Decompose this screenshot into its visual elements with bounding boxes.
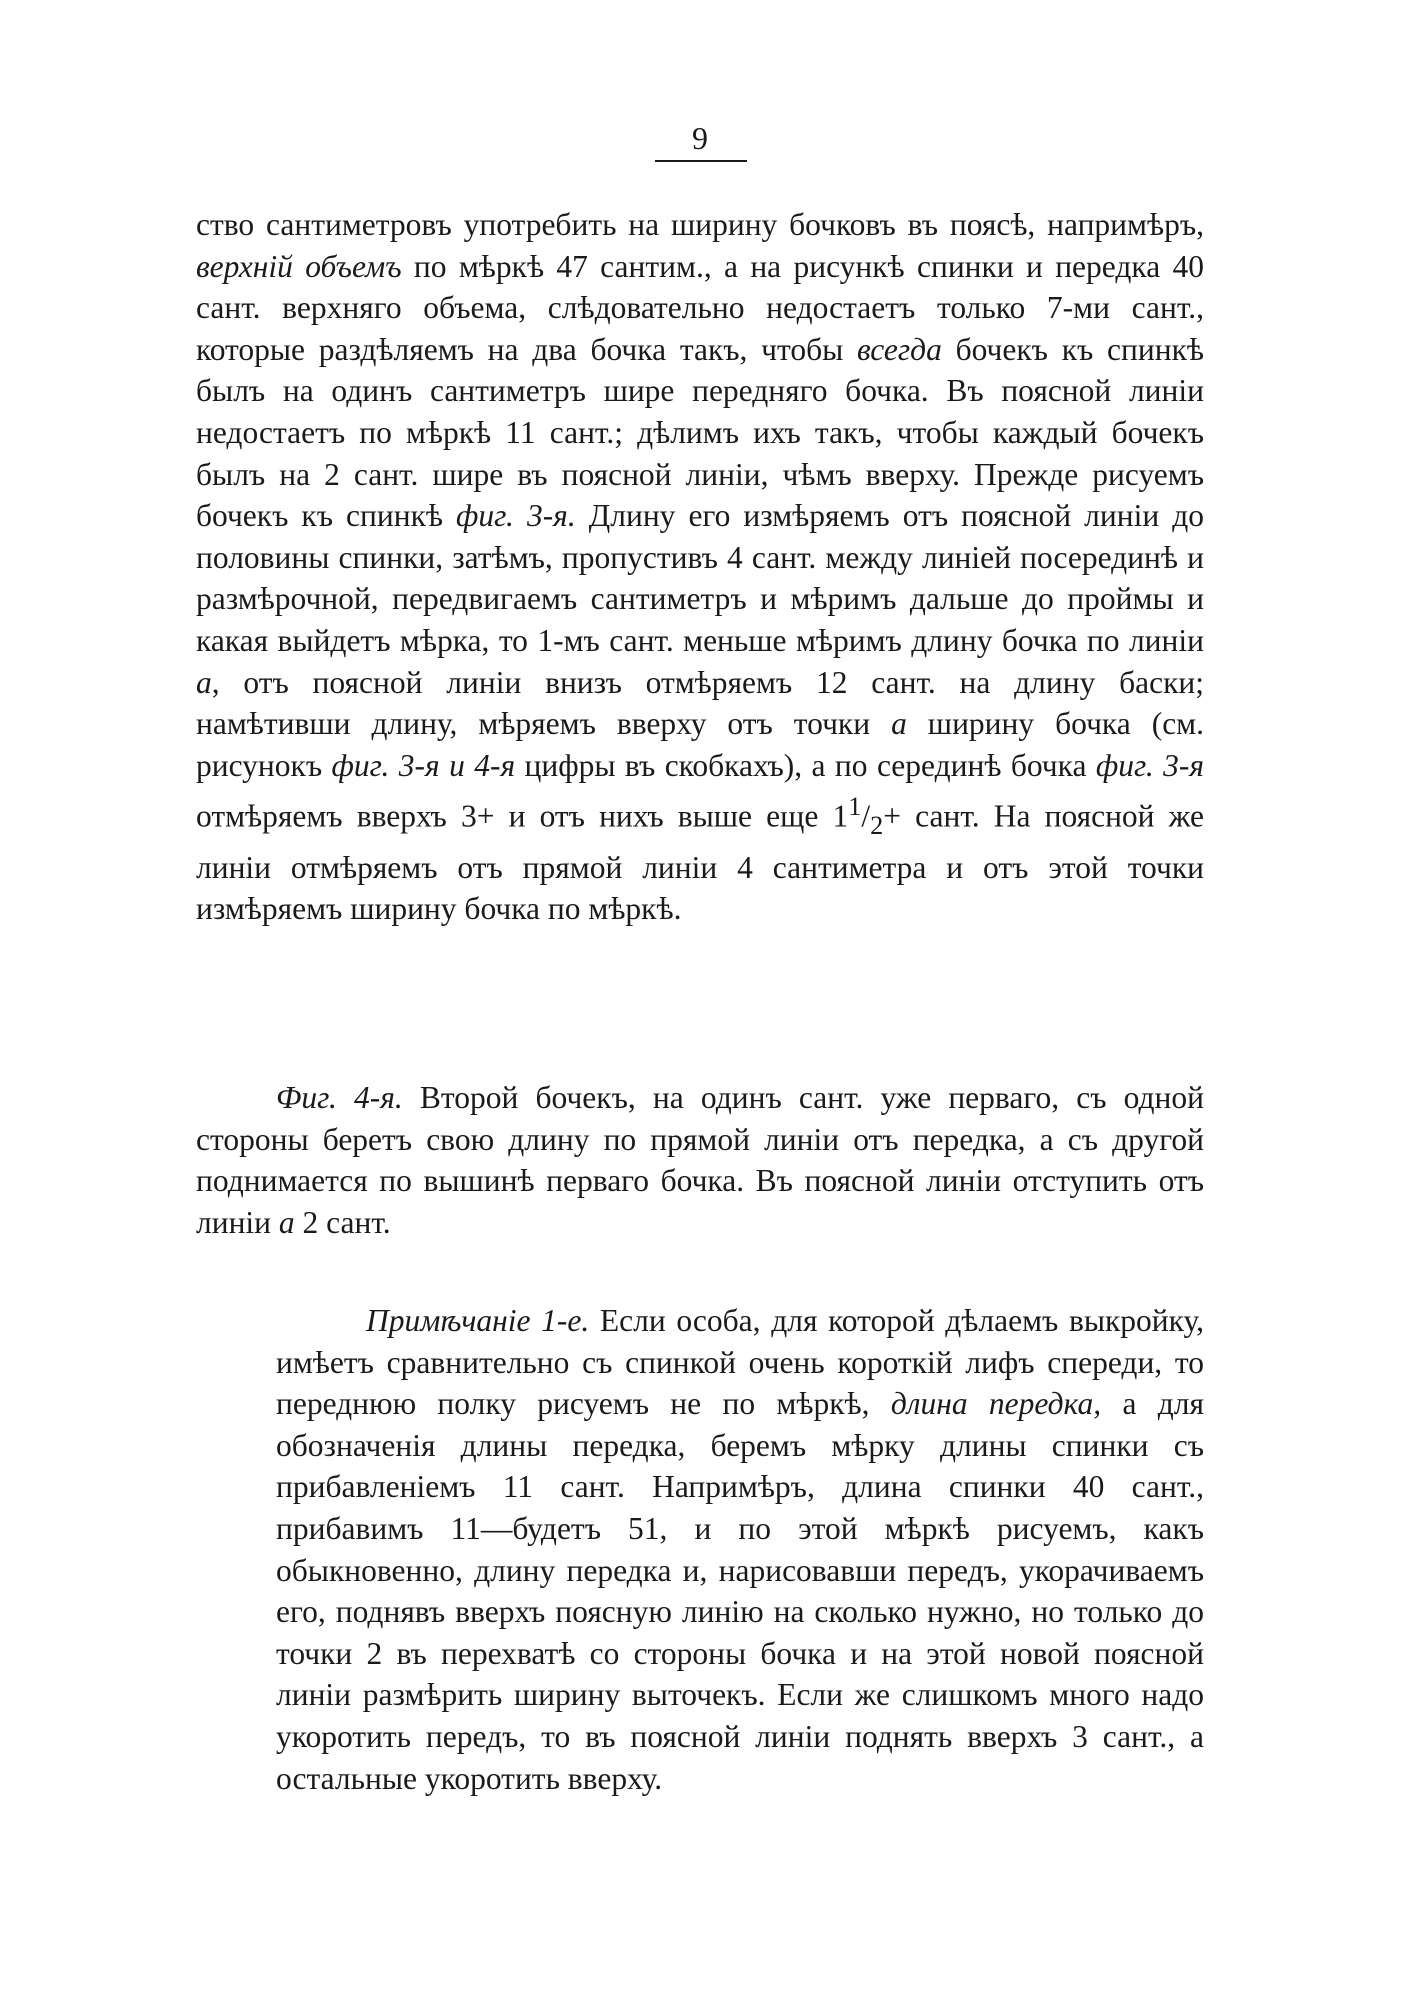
text-run: + сант. На поясной же линіи отмѣряемъ отъ прямой линіи 4 сантиметра и отъ этой точки измѣряемъ ширину бочка по мѣркѣ. [196, 798, 1204, 927]
line-label-a: а [196, 664, 212, 700]
point-label-a: а [891, 706, 907, 742]
text-run: Если особа, для которой дѣлаемъ выкройку, имѣетъ сравнительно съ спинкой очень короткій лифъ спереди, то переднюю полку рисуемъ не по мѣркѣ, [276, 1303, 1204, 1422]
text-run: бочекъ къ спинкѣ былъ на одинъ сантиметръ шире передняго бочка. Въ поясной линіи недостаетъ по мѣркѣ 11 сант.; дѣлимъ ихъ такъ, чтобы каждый бочекъ былъ на 2 сант. шире въ поясной линіи, чѣмъ вверху. Прежде рисуемъ бочекъ къ спинкѣ [196, 331, 1204, 534]
paragraph-figure-4 [196, 1077, 1204, 1257]
text-run: 2 сант. [294, 1204, 391, 1240]
text-run: по мѣркѣ 47 сантим., а на рисункѣ спинки и передка 40 сант. верхняго объема, слѣдовательно недостаетъ только 7-ми сант., которые раздѣляемъ на два бочка такъ, чтобы [196, 248, 1205, 367]
figure-reference: фиг. 3-я. [456, 498, 576, 534]
text-run: цифры въ скобкахъ), а по серединѣ бочка [515, 747, 1096, 783]
paragraph-note-1 [276, 1300, 1204, 1850]
figure-reference: фиг. 3-я и 4-я [331, 747, 516, 783]
figure-reference: фиг. 3-я [1095, 747, 1204, 783]
text-run: а для обозначенія длины передка, беремъ мѣрку длины спинки съ прибавленіемъ 11 сант. Напримѣръ, длина спинки 40 сант., прибавимъ 11—будетъ 51, и по этой мѣркѣ рисуемъ, какъ обыкновенно, длину передка и, нарисовавши передъ, укорачиваемъ его, поднявъ вверхъ поясную линію на сколько нужно, но только до точки 2 въ перехватѣ со стороны бочка и на этой новой поясной линіи размѣрить ширину выточекъ. Если же слишкомъ много надо укоротить передъ, то въ поясной линіи поднять вверхъ 3 сант., а остальные укоротить вверху. [276, 1386, 1204, 1796]
figure-reference: Фиг. 4-я. [276, 1080, 403, 1115]
text-run: отмѣряемъ вверхъ 3+ и отъ нихъ выше еще 1 [196, 798, 849, 834]
text-run: , отъ поясной линіи внизъ отмѣряемъ 12 сант. на длину баски; намѣтивши длину, мѣряемъ вверху отъ точки [196, 664, 1204, 742]
fraction-slash: / [861, 798, 871, 834]
page-number-rule [655, 160, 747, 162]
page-number: 9 [692, 120, 708, 156]
fraction-denominator: 2 [870, 811, 884, 841]
emphasis-front-length: длина передка, [890, 1386, 1102, 1422]
emphasis-always: всегда [857, 331, 942, 367]
emphasis-upper-volume: верхній объемъ [196, 248, 402, 284]
note-heading: Примѣчаніе 1-е. [366, 1303, 590, 1338]
text-run: ширину бочка (см. рисунокъ [196, 706, 1204, 783]
text-run: ство сантиметровъ употребить на ширину бочковъ въ поясѣ, напримѣръ, [196, 207, 1204, 242]
paragraph-side-panels-measure [196, 204, 1204, 1049]
text-run: Второй бочекъ, на одинъ сант. уже перваго, съ одной стороны беретъ свою длину по прямой линіи отъ передка, а съ другой поднимается по вышинѣ перваго бочка. Въ поясной линіи отступить отъ линіи [196, 1080, 1204, 1240]
text-run: Длину его измѣряемъ отъ поясной линіи до половины спинки, затѣмъ, пропустивъ 4 сант. между линіей посерединѣ и размѣрочной, передвигаемъ сантиметръ и мѣримъ дальше до проймы и какая выйдетъ мѣрка, то 1-мъ сант. меньше мѣримъ длину бочка по линіи [196, 498, 1204, 658]
line-label-a: а [278, 1204, 295, 1240]
fraction-numerator: 1 [848, 792, 862, 822]
